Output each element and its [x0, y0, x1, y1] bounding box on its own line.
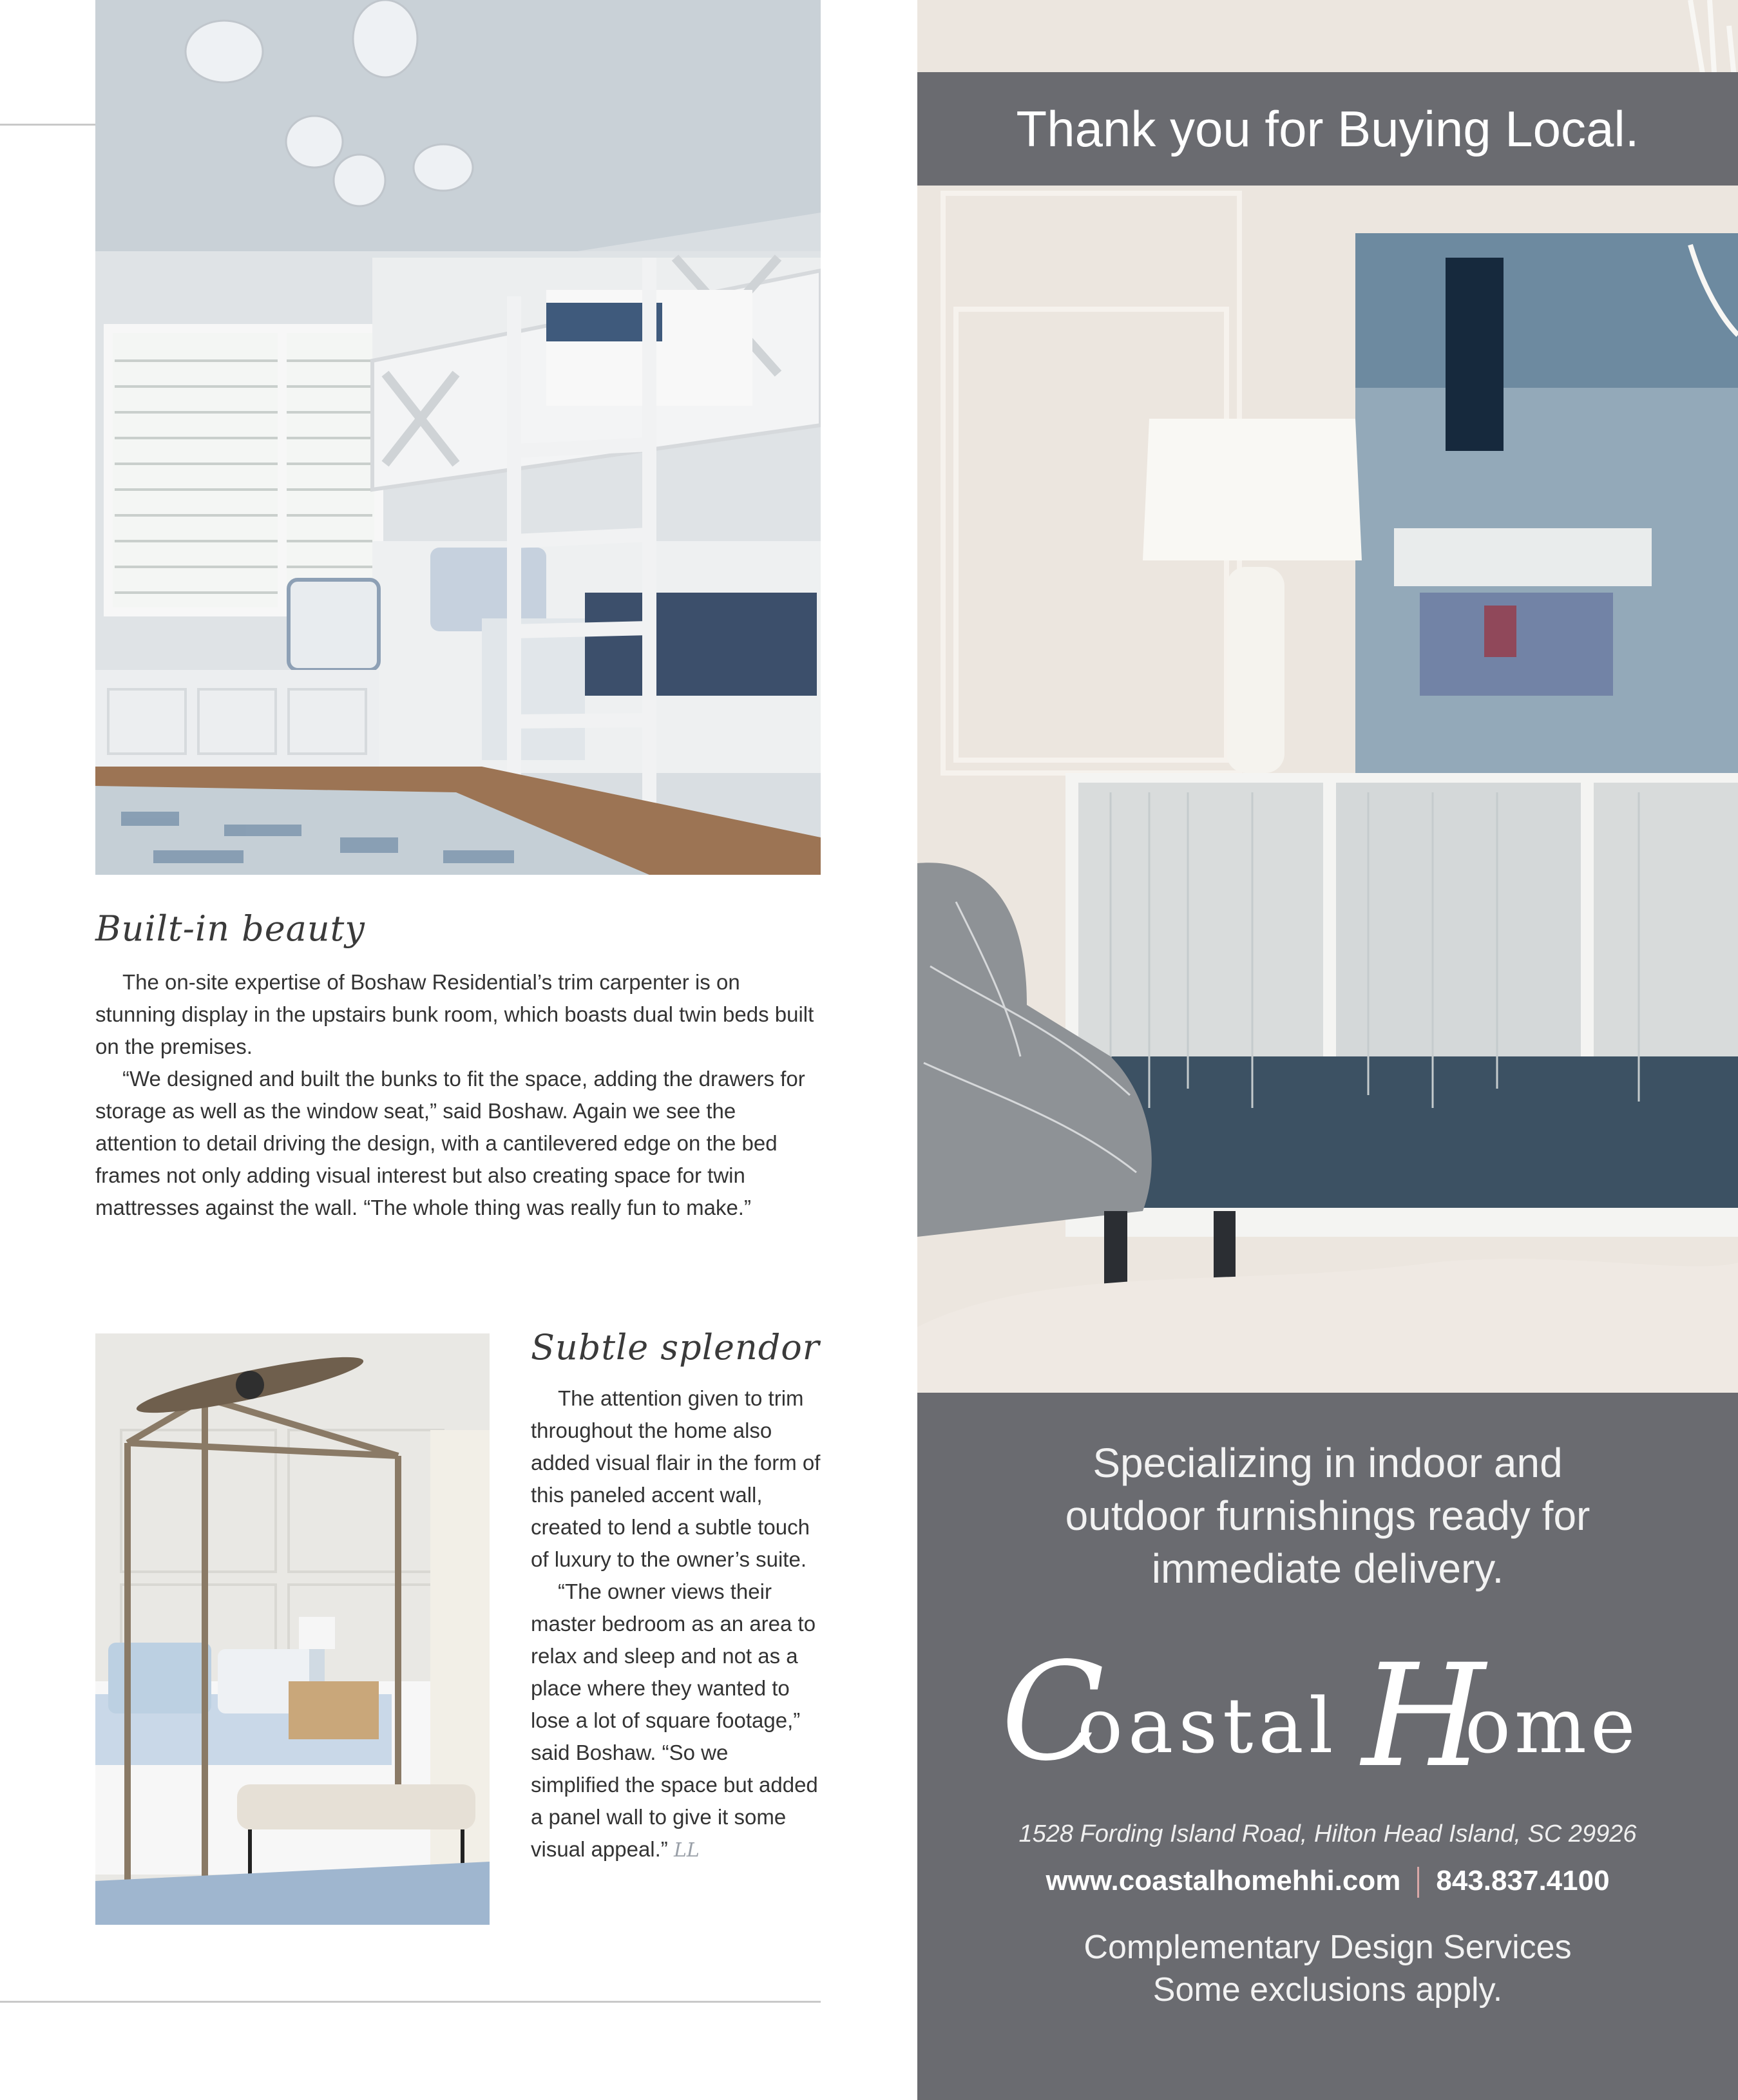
paragraph-text: “The owner views their master bedroom as an area to relax and sleep and not as a place where they wanted to lose a lot of square footage,” said Boshaw. “So we simplified the space but added a panel wall to give it some visual appeal.” — [531, 1580, 818, 1861]
paragraph: The attention given to trim throughout the home also added visual flair in the form of this paneled accent wall, created to lend a subtle touch of luxury to the owner’s suite. — [531, 1386, 821, 1571]
ad-services-note — [917, 1926, 1738, 2011]
svg-text:oastal: oastal — [1077, 1681, 1339, 1770]
section-heading-subtle-splendor: Subtle splendor — [531, 1327, 820, 1368]
owner-suite-photo — [95, 1333, 490, 1925]
paragraph: “We designed and built the bunks to fit the space, adding the drawers for storage as well as the window seat,” said Boshaw. Again we see the attention to detail driving the design, with a cantilevered edge on the bed frames not only adding visual interest but also creating space for twin mattresses against the wall. “The whole thing was really fun to make.” — [95, 1067, 805, 1219]
phone-number[interactable]: 843.837.4100 — [1436, 1865, 1610, 1896]
ad-tagline — [917, 1437, 1738, 1595]
svg-text:ome: ome — [1465, 1681, 1639, 1770]
tagline-line: immediate delivery. — [1151, 1545, 1504, 1592]
article-body-2 — [531, 1382, 821, 1867]
coastal-home-advertisement — [917, 0, 1738, 2100]
svg-text:C: C — [1001, 1636, 1105, 1791]
section-heading-built-in-beauty: Built-in beauty — [95, 908, 365, 949]
bottom-divider — [0, 2001, 821, 2003]
contact-separator — [1417, 1867, 1419, 1898]
website-link[interactable]: www.coastalhomehhi.com — [1046, 1865, 1401, 1896]
services-line: Complementary Design Services — [1084, 1929, 1572, 1966]
store-address: 1528 Fording Island Road, Hilton Head Island, SC 29926 — [1018, 1820, 1637, 1847]
ad-contact-line — [917, 1865, 1738, 1898]
author-initials: LL — [673, 1839, 700, 1862]
paragraph — [531, 1576, 821, 1867]
ad-banner-headline: Thank you for Buying Local. — [917, 72, 1738, 186]
tagline-line: Specializing in indoor and — [1093, 1440, 1563, 1486]
ad-furniture-photo — [917, 0, 1738, 1393]
article-body-1 — [95, 966, 821, 1224]
tagline-line: outdoor furnishings ready for — [1065, 1493, 1590, 1539]
svg-text:H: H — [1362, 1636, 1485, 1799]
coastal-home-logo — [1001, 1636, 1665, 1804]
paragraph: The on-site expertise of Boshaw Residential’s trim carpenter is on stunning display in the upstairs bunk room, which boasts dual twin beds built on the premises. — [95, 970, 814, 1058]
bunk-room-photo — [95, 0, 821, 875]
top-divider — [0, 124, 95, 126]
services-line: Some exclusions apply. — [1152, 1971, 1503, 2009]
